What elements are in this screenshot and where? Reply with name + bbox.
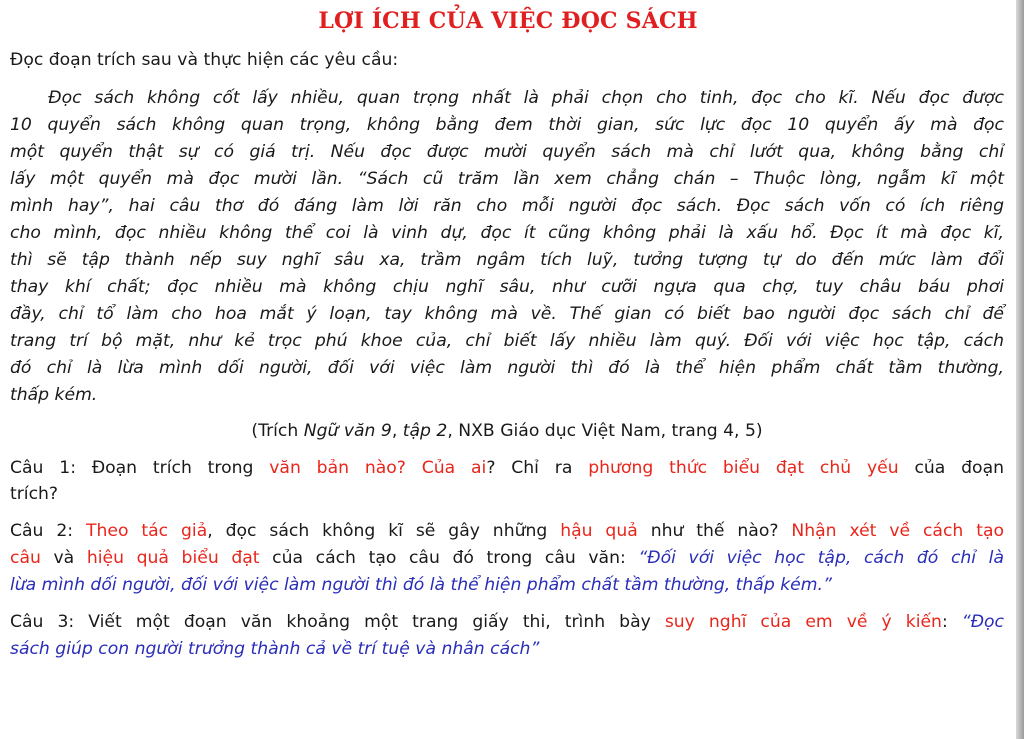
passage-line: mình hay”, hai câu thơ đó đáng làm lời răn cho mỗi người đọc sách. Đọc sách vốn có ích riêng	[10, 196, 1004, 216]
book-title: Ngữ văn 9	[303, 421, 392, 441]
document-title: LỢI ÍCH CỦA VIỆC ĐỌC SÁCH	[318, 8, 698, 34]
passage-line: đó chỉ là lừa mình dối người, đối với việc làm người thì đó là thể hiện phẩm chất tầm thường,	[10, 358, 1004, 378]
quote-text: “Đối với việc học tập, cách đó chỉ là	[638, 548, 1004, 568]
passage-line: cho mình, đọc nhiều không thể coi là vinh dự, đọc ít cũng không phải là xấu hổ. Đọc ít mà đọc kĩ,	[10, 223, 1004, 243]
passage-line: Đọc sách không cốt lấy nhiều, quan trọng nhất là phải chọn cho tinh, đọc cho kĩ. Nếu đọc được	[10, 88, 1004, 108]
passage-line: 10 quyển sách không quan trọng, không bằng đem thời gian, sức lực đọc 10 quyển ấy mà đọc	[10, 115, 1004, 135]
passage-line: đầy, chỉ tổ làm cho hoa mắt ý loạn, tay không mà về. Thế gian có biết bao người đọc sách chỉ để	[10, 304, 1004, 324]
quote-text: lừa mình dối người, đối với việc làm người thì đó là thể hiện phẩm chất tầm thường, thấp kém.”	[10, 575, 832, 595]
instruction-text: Đọc đoạn trích sau và thực hiện các yêu cầu:	[10, 50, 399, 70]
passage-line: thấp kém.	[10, 385, 98, 405]
quote-text: “Đọc	[961, 612, 1004, 632]
document-page: LỢI ÍCH CỦA VIỆC ĐỌC SÁCH Đọc đoạn trích sau và thực hiện các yêu cầu: Đọc sách không cốt lấy nhiều, quan trọng nhất là phải chọn cho tinh, đọc cho kĩ. Nếu đọc được 10 quyển sách không quan trọng, không bằng đem thời gian, sức lực đọc 10 quyển ấy mà đọc một quyển thật sự có giá trị. Nếu đọc được mười quyển sách mà chỉ lướt qua, không bằng chỉ lấy một quyển mà đọc mười lần. “Sách cũ trăm lần xem chẳng chán – Thuộc lòng, ngẫm kĩ một mình hay”, hai câu thơ đó đáng làm lời răn cho mỗi người đọc sách. Đọc sách vốn có ích riêng cho mình, đọc nhiều không thể coi là vinh dự, đọc ít cũng không phải là xấu hổ. Đọc ít mà đọc kĩ, thì sẽ tập thành nếp suy nghĩ sâu xa, trầm ngâm tích luỹ, tưởng tượng tự do đến mức làm đổi thay khí chất; đọc nhiều mà không chịu nghĩ sâu, như cưỡi ngựa qua chợ, tuy châu báu phơi đầy, chỉ tổ làm cho hoa mắt ý loạn, tay không mà về. Thế gian có biết bao người đọc sách chỉ để trang trí bộ mặt, như kẻ trọc phú khoe của, chỉ biết lấy nhiều làm quý. Đối với việc học tập, cách đó chỉ là lừa mình dối người, đối với việc làm người thì đó là thể hiện phẩm chất tầm thường, thấp kém. (Trích Ngữ văn 9, tập 2, NXB Giáo dục Việt Nam, trang 4, 5) Câu 1: Đoạn trích trong văn bản nào? Của ai? Chỉ ra phương thức biểu đạt chủ yếu của đoạn trích? Câu 2: Theo tác giả, đọc sách không kĩ sẽ gây những hậu quả như thế nào? Nhận xét về cách tạo câu và hiệu quả biểu đạt của cách tạo câu đó trong câu văn: “Đối với việc học tập, cách đó chỉ là lừa mình dối người, đối với việc làm người thì đó là thể hiện phẩm chất tầm thường, thấp kém.” Câu 3: Viết một đoạn văn khoảng một trang giấy thi, trình bày suy nghĩ của em về ý kiến: “Đọc sách giúp con người trưởng thành cả về trí tuệ và nhân cách”	[0, 0, 1016, 739]
source-citation: (Trích Ngữ văn 9, tập 2, NXB Giáo dục Việt Nam, trang 4, 5)	[251, 421, 763, 441]
passage-line: một quyển thật sự có giá trị. Nếu đọc được mười quyển sách mà chỉ lướt qua, không bằng chỉ	[10, 142, 1004, 162]
passage-line: thì sẽ tập thành nếp suy nghĩ sâu xa, trầm ngâm tích luỹ, tưởng tượng tự do đến mức làm đổi	[10, 250, 1004, 270]
passage-line: lấy một quyển mà đọc mười lần. “Sách cũ trăm lần xem chẳng chán – Thuộc lòng, ngẫm kĩ một	[10, 169, 1004, 189]
quote-text: sách giúp con người trưởng thành cả về trí tuệ và nhân cách”	[10, 639, 540, 659]
passage-line: trang trí bộ mặt, như kẻ trọc phú khoe của, chỉ biết lấy nhiều làm quý. Đối với việc học tập, cách	[10, 331, 1004, 351]
passage-line: thay khí chất; đọc nhiều mà không chịu nghĩ sâu, như cưỡi ngựa qua chợ, tuy châu báu phơi	[10, 277, 1004, 297]
window-edge	[1016, 0, 1024, 739]
